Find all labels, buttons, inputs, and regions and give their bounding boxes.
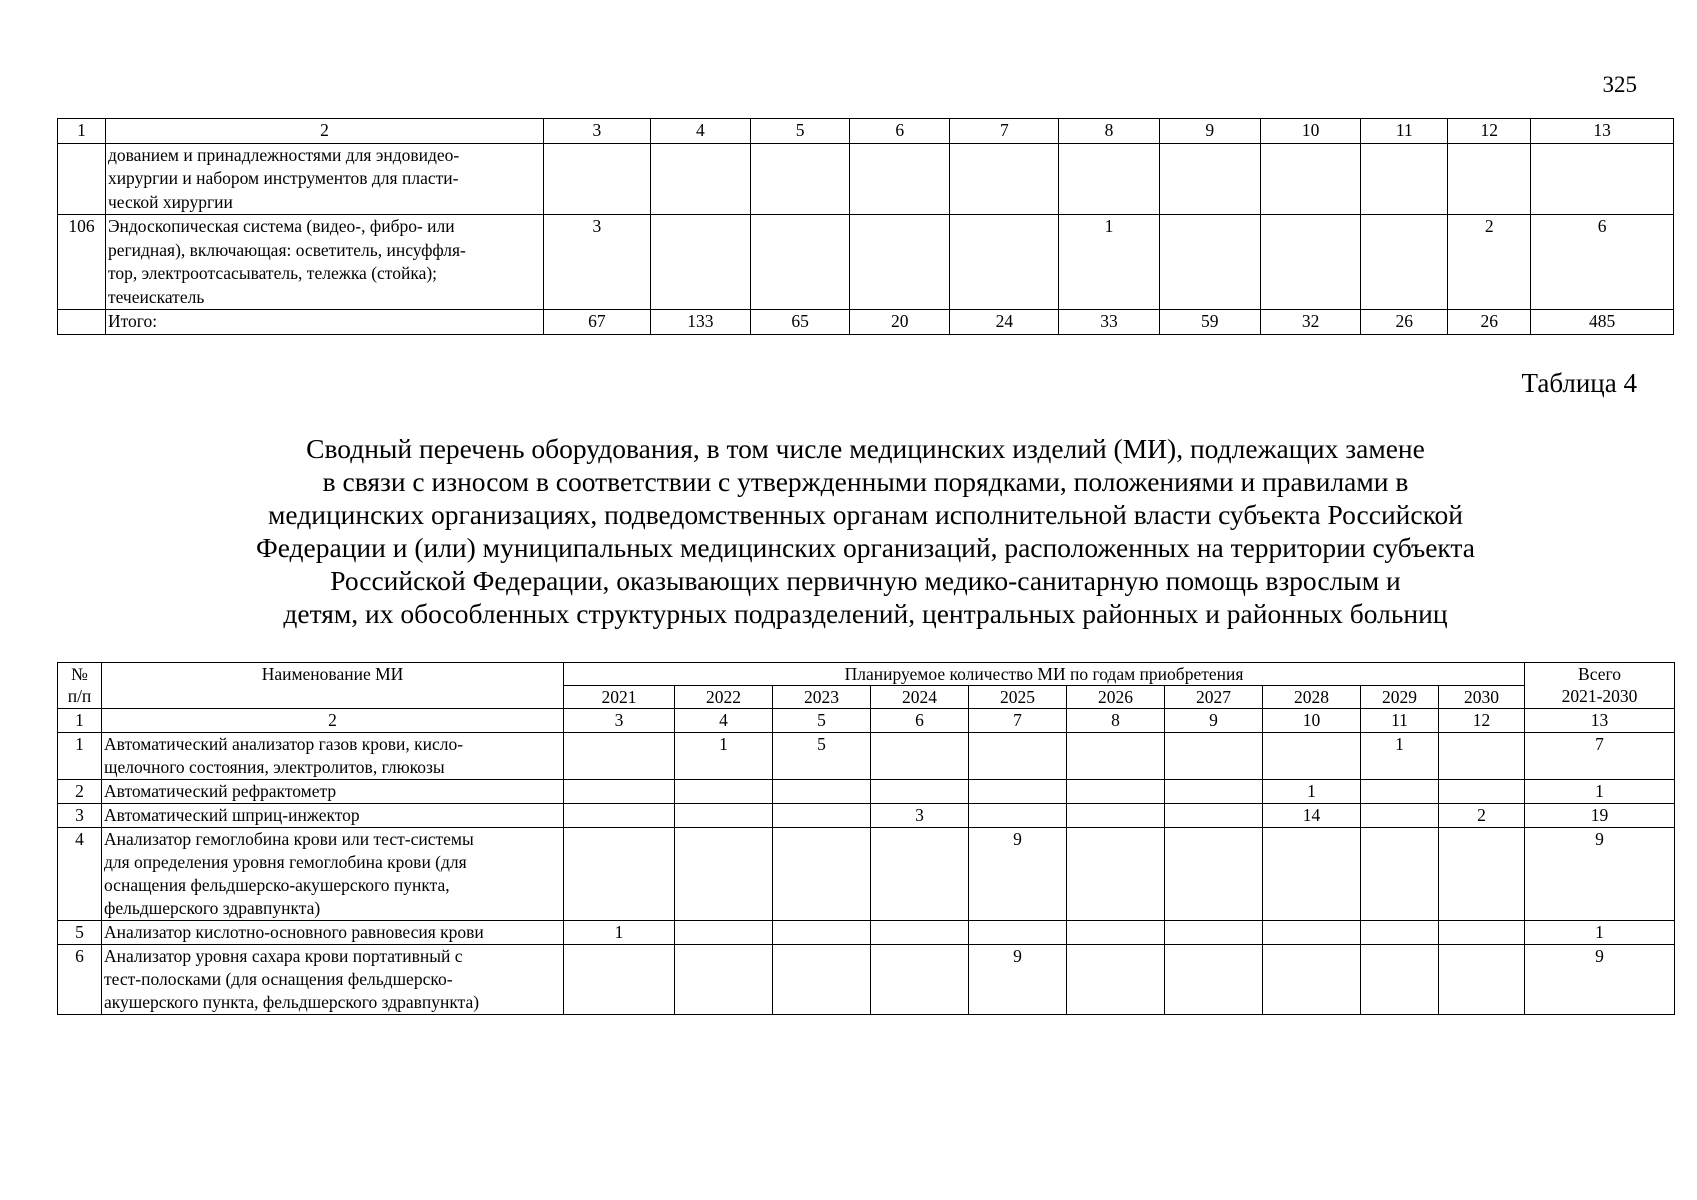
item-name-line: течеискатель: [107, 286, 205, 307]
value-cell: [650, 143, 750, 215]
table-row: [58, 804, 1675, 828]
value-cell: 59: [1159, 310, 1260, 335]
row-number-cell: [58, 310, 106, 335]
table-row: [58, 828, 1675, 921]
value-cell: [1260, 143, 1360, 215]
value-cell: 20: [850, 310, 950, 335]
value-cell: 26: [1361, 310, 1448, 335]
item-name-line: ческой хирургии: [107, 191, 233, 212]
value-cell: 1: [1361, 733, 1439, 780]
value-cell: 9: [969, 828, 1067, 921]
title-line: Сводный перечень оборудования, в том числе медицинских изделий (МИ), подлежащих замене: [306, 433, 1425, 464]
year-header-cell: 2026: [1067, 686, 1165, 709]
column-index-cell: 6: [871, 709, 969, 733]
item-name-line: Эндоскопическая система (видео-, фибро- или: [107, 216, 455, 236]
value-cell: [1067, 780, 1165, 804]
column-index-cell: 9: [1165, 709, 1263, 733]
table3-body: [58, 119, 1674, 335]
table-row: [58, 215, 1674, 310]
value-cell: 7: [1525, 733, 1675, 780]
item-name-line: тор, электроотсасыватель, тележка (стойка);: [107, 263, 438, 283]
column-index-cell: 5: [773, 709, 871, 733]
table3-continuation: [57, 118, 1674, 335]
column-index-cell: 7: [969, 709, 1067, 733]
item-name-line: фельдшерского здравпункта): [104, 898, 321, 918]
item-name-cell: [102, 921, 564, 945]
value-cell: [751, 143, 850, 215]
value-cell: [773, 780, 871, 804]
column-index-cell: 4: [650, 119, 750, 144]
value-cell: [675, 804, 773, 828]
value-cell: [1260, 215, 1360, 310]
column-index-cell: 10: [1260, 119, 1360, 144]
value-cell: [871, 780, 969, 804]
value-cell: [871, 828, 969, 921]
table-row: [58, 945, 1675, 1015]
value-cell: 65: [751, 310, 850, 335]
value-cell: [1531, 143, 1674, 215]
row-number-cell: 5: [58, 921, 102, 945]
value-cell: [1361, 804, 1439, 828]
title-line: медицинских организациях, подведомственных органам исполнительной власти субъекта Российской: [267, 499, 1464, 530]
item-name-line: для определения уровня гемоглобина крови (для: [104, 852, 467, 872]
col-planned-header: Планируемое количество МИ по годам приобретения: [564, 663, 1525, 686]
value-cell: 133: [650, 310, 750, 335]
table-row: [58, 733, 1675, 780]
value-cell: [1159, 143, 1260, 215]
item-name-line: регидная), включающая: осветитель, инсуффля-: [107, 239, 466, 260]
table-row: [58, 780, 1675, 804]
column-index-row: [58, 119, 1674, 144]
value-cell: [1361, 828, 1439, 921]
item-name-cell: [102, 828, 564, 921]
column-index-cell: 2: [105, 119, 543, 144]
value-cell: [1165, 733, 1263, 780]
value-cell: [950, 143, 1059, 215]
value-cell: 1: [1525, 921, 1675, 945]
value-cell: [1165, 780, 1263, 804]
value-cell: 32: [1260, 310, 1360, 335]
value-cell: 14: [1263, 804, 1361, 828]
year-header-cell: 2022: [675, 686, 773, 709]
table-row: [58, 143, 1674, 215]
value-cell: [675, 780, 773, 804]
item-name-cell: [105, 215, 543, 310]
value-cell: 1: [675, 733, 773, 780]
year-header-cell: 2028: [1263, 686, 1361, 709]
title-line: Российской Федерации, оказывающих первичную медико-санитарную помощь взрослым и: [330, 565, 1401, 596]
value-cell: [969, 921, 1067, 945]
col-total-header: [1525, 663, 1675, 709]
row-number-cell: [58, 143, 106, 215]
value-cell: [1263, 921, 1361, 945]
value-cell: [1361, 945, 1439, 1015]
column-index-cell: 5: [751, 119, 850, 144]
column-index-cell: 10: [1263, 709, 1361, 733]
row-number-cell: 106: [58, 215, 106, 310]
value-cell: [1067, 945, 1165, 1015]
value-cell: [1361, 143, 1448, 215]
value-cell: 1: [1525, 780, 1675, 804]
year-header-cell: 2030: [1439, 686, 1525, 709]
item-name-line: Автоматический рефрактометр: [104, 781, 337, 801]
row-number-cell: 1: [58, 733, 102, 780]
value-cell: [1067, 921, 1165, 945]
column-index-cell: 13: [1531, 119, 1674, 144]
value-cell: [850, 215, 950, 310]
item-name-cell: [102, 804, 564, 828]
column-index-cell: 4: [675, 709, 773, 733]
value-cell: [969, 733, 1067, 780]
value-cell: 3: [871, 804, 969, 828]
year-header-cell: 2024: [871, 686, 969, 709]
value-cell: 19: [1525, 804, 1675, 828]
value-cell: [1361, 780, 1439, 804]
col-num-header: [58, 663, 102, 709]
year-header-cell: 2023: [773, 686, 871, 709]
value-cell: [1439, 945, 1525, 1015]
value-cell: [950, 215, 1059, 310]
value-cell: [1361, 215, 1448, 310]
value-cell: [564, 733, 675, 780]
row-number-cell: 4: [58, 828, 102, 921]
item-name-line: Анализатор кислотно-основного равновесия крови: [104, 922, 484, 942]
title-line: детям, их обособленных структурных подразделений, центральных районных и районных больниц: [283, 598, 1448, 629]
column-index-cell: 8: [1067, 709, 1165, 733]
row-number-cell: 6: [58, 945, 102, 1015]
value-cell: 24: [950, 310, 1059, 335]
item-name-cell: [105, 143, 543, 215]
value-cell: [969, 804, 1067, 828]
col-num-line2: п/п: [67, 686, 92, 706]
item-name-line: Итого:: [107, 311, 158, 331]
value-cell: [675, 921, 773, 945]
value-cell: [1165, 804, 1263, 828]
value-cell: 485: [1531, 310, 1674, 335]
value-cell: [1067, 733, 1165, 780]
title-line: Федерации и (или) муниципальных медицинских организаций, расположенных на территории субъекта: [255, 532, 1475, 563]
value-cell: [871, 945, 969, 1015]
item-name-cell: [102, 780, 564, 804]
item-name-line: акушерского пункта, фельдшерского здравпункта): [104, 992, 480, 1012]
item-name-line: Анализатор уровня сахара крови портативный с: [104, 946, 463, 966]
column-index-cell: 9: [1159, 119, 1260, 144]
table4: [57, 662, 1675, 1015]
value-cell: [1263, 828, 1361, 921]
year-header-cell: 2027: [1165, 686, 1263, 709]
value-cell: [1263, 945, 1361, 1015]
item-name-line: щелочного состояния, электролитов, глюкозы: [104, 757, 445, 777]
value-cell: 67: [543, 310, 650, 335]
value-cell: [1165, 828, 1263, 921]
value-cell: [1067, 804, 1165, 828]
column-index-cell: 1: [58, 119, 106, 144]
year-header-cell: 2029: [1361, 686, 1439, 709]
col-total-line2: 2021-2030: [1561, 686, 1638, 706]
value-cell: [969, 780, 1067, 804]
value-cell: 33: [1059, 310, 1159, 335]
value-cell: [1439, 921, 1525, 945]
value-cell: [1361, 921, 1439, 945]
value-cell: [850, 143, 950, 215]
value-cell: [543, 143, 650, 215]
table-row: [58, 310, 1674, 335]
column-index-cell: 7: [950, 119, 1059, 144]
item-name-line: тест-полосками (для оснащения фельдшерско-: [104, 969, 453, 989]
year-header-cell: 2021: [564, 686, 675, 709]
item-name-cell: [102, 945, 564, 1015]
value-cell: 2: [1439, 804, 1525, 828]
value-cell: [773, 921, 871, 945]
value-cell: [1439, 733, 1525, 780]
value-cell: [564, 945, 675, 1015]
column-index-cell: 12: [1439, 709, 1525, 733]
column-index-cell: 12: [1448, 119, 1531, 144]
item-name-line: дованием и принадлежностями для эндовидео-: [107, 144, 460, 165]
value-cell: 1: [1263, 780, 1361, 804]
value-cell: [1448, 143, 1531, 215]
column-index-cell: 3: [543, 119, 650, 144]
value-cell: 1: [564, 921, 675, 945]
column-index-cell: 13: [1525, 709, 1675, 733]
value-cell: 6: [1531, 215, 1674, 310]
value-cell: [773, 945, 871, 1015]
value-cell: 1: [1059, 215, 1159, 310]
year-header-cell: 2025: [969, 686, 1067, 709]
table4-title: [57, 432, 1674, 630]
value-cell: [773, 828, 871, 921]
column-index-cell: 11: [1361, 119, 1448, 144]
value-cell: 9: [1525, 945, 1675, 1015]
value-cell: [1165, 921, 1263, 945]
table4-body: [58, 709, 1675, 1015]
column-index-cell: 8: [1059, 119, 1159, 144]
title-line: в связи с износом в соответствии с утвержденными порядками, положениями и правилами в: [322, 466, 1409, 497]
item-name-line: хирургии и набором инструментов для пласти-: [107, 168, 459, 188]
value-cell: [564, 828, 675, 921]
row-number-cell: 3: [58, 804, 102, 828]
value-cell: [871, 733, 969, 780]
item-name-cell: [102, 733, 564, 780]
column-index-cell: 3: [564, 709, 675, 733]
value-cell: 9: [1525, 828, 1675, 921]
value-cell: 26: [1448, 310, 1531, 335]
col-name-header: Наименование МИ: [102, 663, 564, 709]
item-name-cell: [105, 310, 543, 335]
value-cell: [1059, 143, 1159, 215]
column-index-cell: 2: [102, 709, 564, 733]
value-cell: 3: [543, 215, 650, 310]
value-cell: [564, 780, 675, 804]
value-cell: 9: [969, 945, 1067, 1015]
item-name-line: Автоматический анализатор газов крови, кисло-: [104, 734, 464, 754]
column-index-cell: 6: [850, 119, 950, 144]
value-cell: [1067, 828, 1165, 921]
value-cell: [1439, 780, 1525, 804]
item-name-line: оснащения фельдшерско-акушерского пункта,: [104, 875, 450, 895]
column-index-cell: 1: [58, 709, 102, 733]
item-name-line: Анализатор гемоглобина крови или тест-системы: [104, 829, 474, 849]
value-cell: [773, 804, 871, 828]
column-index-row: [58, 709, 1675, 733]
value-cell: [1263, 733, 1361, 780]
value-cell: 2: [1448, 215, 1531, 310]
col-total-line1: Всего: [1578, 664, 1621, 684]
column-index-cell: 11: [1361, 709, 1439, 733]
value-cell: [871, 921, 969, 945]
value-cell: [675, 945, 773, 1015]
value-cell: [564, 804, 675, 828]
value-cell: [751, 215, 850, 310]
row-number-cell: 2: [58, 780, 102, 804]
value-cell: [675, 828, 773, 921]
value-cell: [1165, 945, 1263, 1015]
page-number: 325: [1602, 72, 1637, 97]
value-cell: [1159, 215, 1260, 310]
value-cell: [650, 215, 750, 310]
value-cell: 5: [773, 733, 871, 780]
table-label: Таблица 4: [1521, 368, 1637, 398]
value-cell: [1439, 828, 1525, 921]
item-name-line: Автоматический шприц-инжектор: [104, 805, 360, 825]
col-num-line1: №: [71, 664, 88, 684]
table-row: [58, 921, 1675, 945]
